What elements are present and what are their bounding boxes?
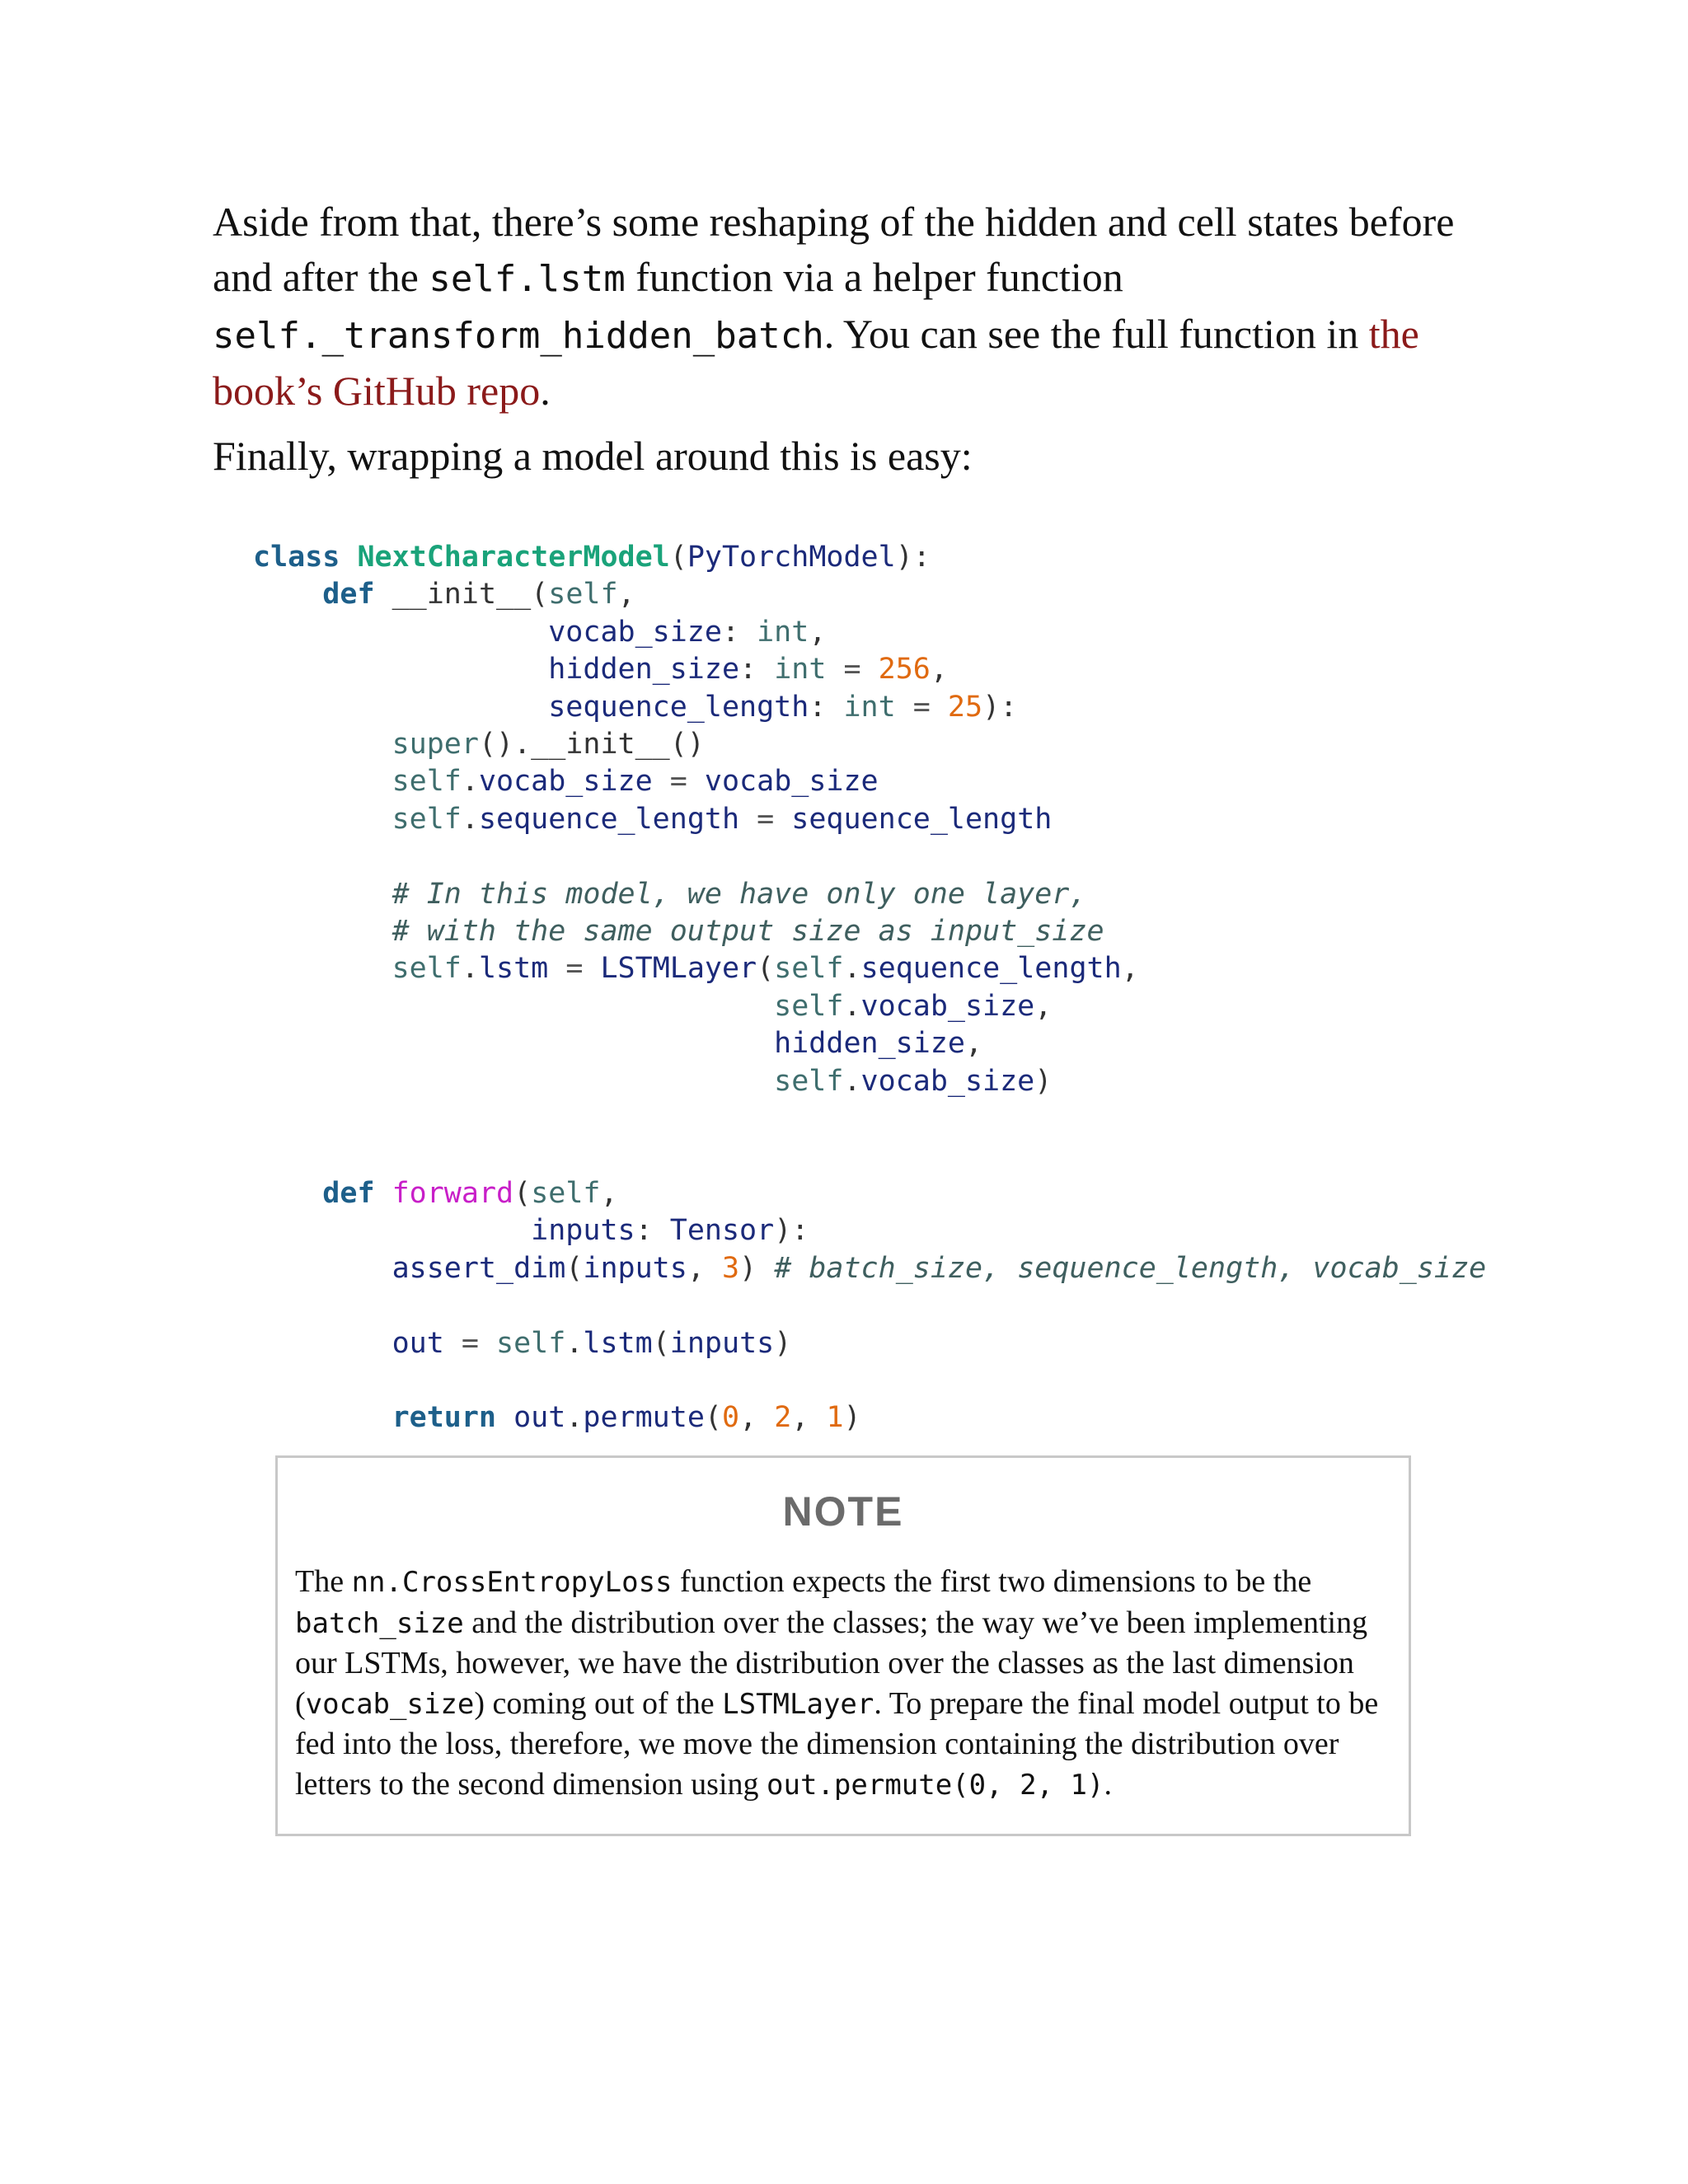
body-paragraph-reshaping [213,194,1474,419]
note-body: The nn.CrossEntropyLoss function expects the first two dimensions to be the batch_size and the distribution over the classes; the way we’ve been implementing our LSTMs, however, we have the distribution over the classes as the last dimension (vocab_size) coming out of the LSTMLayer. To prepare the final model output to be fed into the loss, therefore, we move the dimension containing the distribution over letters to the second dimension using out.permute(0, 2, 1). [295,1564,1379,1802]
paragraph-text: . [540,368,551,414]
paragraph-text: Aside from that, there’s some reshaping of the hidden and cell states before and after the [213,199,1455,300]
inline-code-vocab-size: vocab_size [305,1687,475,1721]
note-box [275,1455,1411,1836]
inline-code-cross-entropy-loss: nn.CrossEntropyLoss [351,1566,673,1599]
inline-code-self-lstm: self.lstm [429,258,626,300]
github-repo-link[interactable]: the book’s GitHub repo [213,311,1419,414]
paragraph-text: . You can see the full function in [823,311,1369,357]
body-paragraph-wrapping: Finally, wrapping a model around this is easy: [213,433,973,479]
note-title: NOTE [782,1488,904,1535]
inline-code-lstm-layer: LSTMLayer [722,1687,874,1721]
inline-code-permute: out.permute(0, 2, 1) [767,1768,1104,1802]
code-listing: class NextCharacterModel(PyTorchModel): def __init__(self, vocab_size: int, hidden_size: int = 256, sequence_length: int = 25): super().__init__() self.vocab_size = vocab_size self.sequence_length = sequence_length # In this model, we have only one layer, # with the same output size as input_size self.lstm = LSTMLayer(self.sequence_length, self.vocab_size, hidden_size, self.vocab_size) def forward(self, inputs: Tensor): assert_dim(inputs, 3) # batch_size, sequence_length, vocab_size out = self.lstm(inputs) return out.permute(0, 2, 1) [253,541,1487,1435]
paragraph-text: function via a helper function [625,254,1123,300]
inline-code-batch-size: batch_size [295,1606,464,1640]
inline-code-transform-hidden-batch: self._transform_hidden_batch [213,315,824,357]
